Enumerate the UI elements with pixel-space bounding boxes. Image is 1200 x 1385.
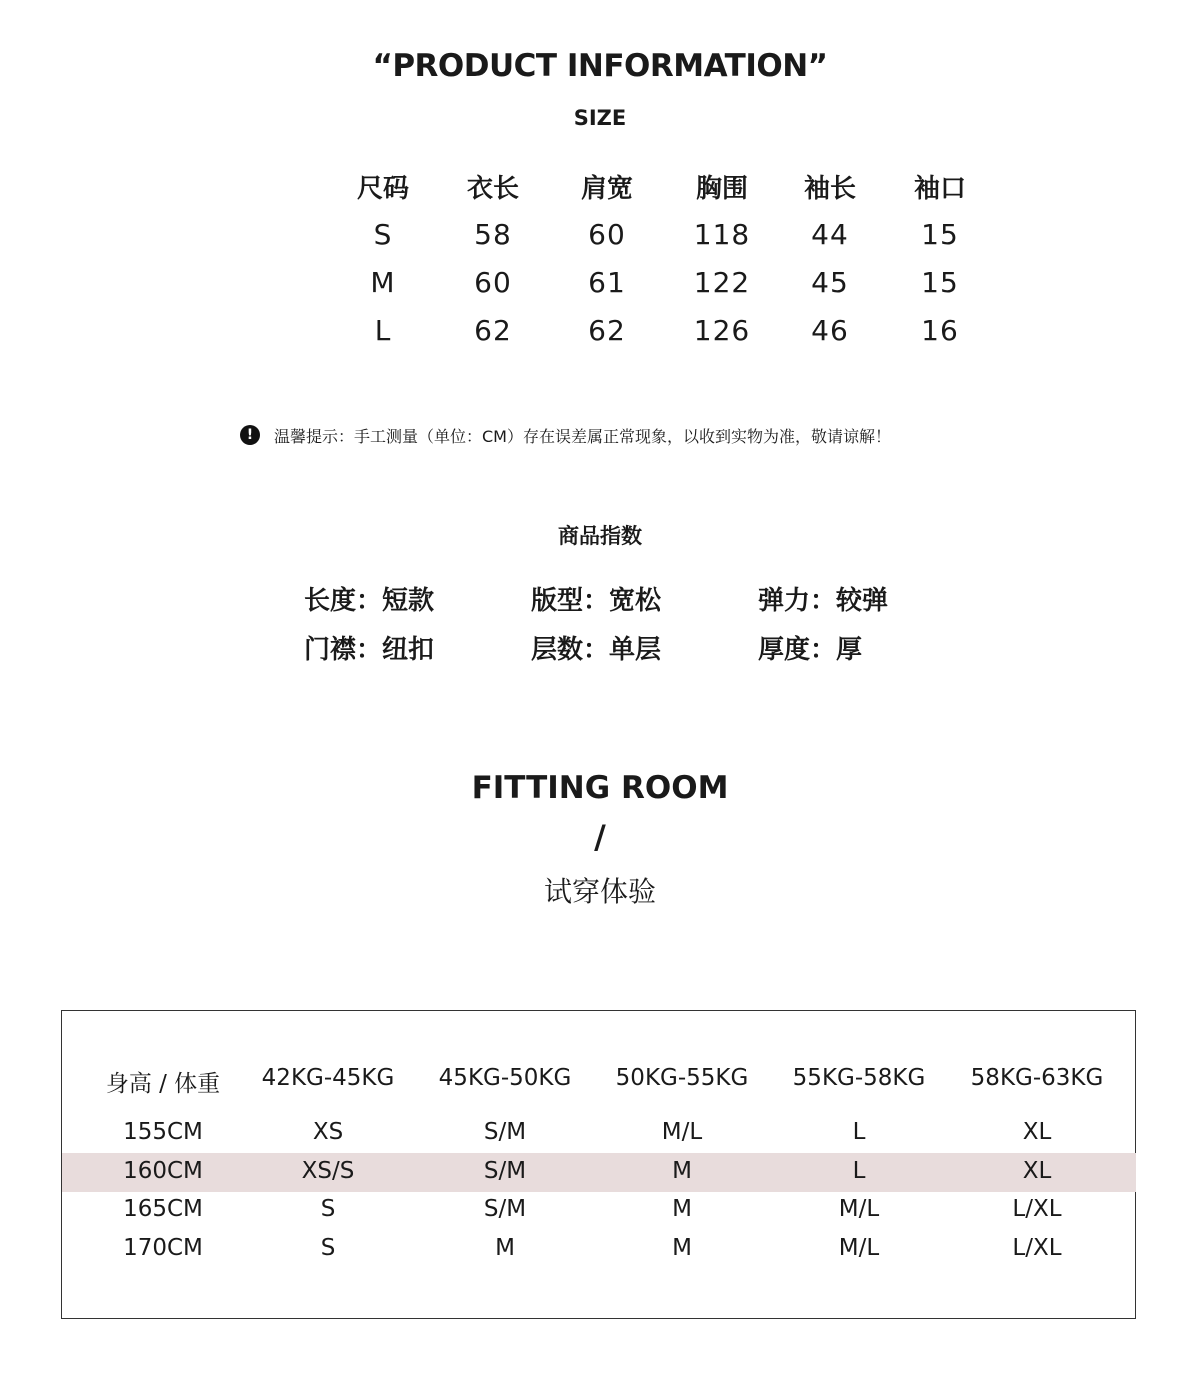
fitting-table-cell: L/XL xyxy=(1012,1196,1062,1222)
fitting-table-cell: 155CM xyxy=(123,1119,203,1145)
fitting-table-cell: L xyxy=(852,1158,866,1184)
size-chart-cell: 126 xyxy=(693,314,751,347)
fitting-table-cell: XL xyxy=(1022,1158,1052,1184)
size-chart-cell: 58 xyxy=(474,218,512,251)
fitting-table-cell: 170CM xyxy=(123,1235,203,1261)
size-chart-cell: 15 xyxy=(921,266,959,299)
fitting-room-divider: / xyxy=(594,818,606,856)
fitting-table-cell: XL xyxy=(1022,1119,1052,1145)
fitting-table-cell: M xyxy=(495,1235,515,1261)
size-chart-header: 胸围 xyxy=(695,174,748,204)
attribute-length: 长度：短款 xyxy=(304,586,435,616)
fitting-table-cell: M xyxy=(672,1158,692,1184)
size-chart-header: 袖长 xyxy=(803,174,856,204)
fitting-table-cell: L xyxy=(852,1119,866,1145)
fitting-table-cell: 165CM xyxy=(123,1196,203,1222)
fitting-table-cell: S xyxy=(320,1196,336,1222)
measurement-notice xyxy=(240,422,1000,448)
fitting-table-cell: 160CM xyxy=(123,1158,203,1184)
fitting-table-cell: S/M xyxy=(483,1196,527,1222)
fitting-table-cell: M/L xyxy=(661,1119,703,1145)
size-chart-cell: 62 xyxy=(474,314,512,347)
fitting-table-cell: S xyxy=(320,1235,336,1261)
size-section-label: SIZE xyxy=(573,106,627,130)
size-chart-header: 肩宽 xyxy=(580,174,633,204)
product-index-title: 商品指数 xyxy=(558,524,642,548)
fitting-table-header: 50KG-55KG xyxy=(615,1065,749,1091)
fitting-table-header: 58KG-63KG xyxy=(970,1065,1104,1091)
fitting-room-title: FITTING ROOM xyxy=(471,770,729,806)
attribute-fit: 版型：宽松 xyxy=(531,586,662,616)
fitting-table-cell: M/L xyxy=(838,1235,880,1261)
fitting-table-cell: S/M xyxy=(483,1119,527,1145)
attribute-layers: 层数：单层 xyxy=(531,635,662,665)
fitting-table-cell: S/M xyxy=(483,1158,527,1184)
attribute-thickness: 厚度：厚 xyxy=(758,635,863,665)
notice-text: 温馨提示：手工测量（单位：CM）存在误差属正常现象，以收到实物为准，敬请谅解！ xyxy=(274,426,891,446)
fitting-table-cell: L/XL xyxy=(1012,1235,1062,1261)
size-chart-cell: 16 xyxy=(921,314,959,347)
size-chart-cell: 62 xyxy=(588,314,626,347)
fitting-table-header: 55KG-58KG xyxy=(792,1065,926,1091)
fitting-table-header: 42KG-45KG xyxy=(261,1065,395,1091)
fitting-table-cell: M xyxy=(672,1235,692,1261)
size-chart-header: 衣长 xyxy=(466,174,519,204)
size-chart-cell: 45 xyxy=(811,266,849,299)
size-chart-cell: 44 xyxy=(811,218,849,251)
size-chart-cell: 118 xyxy=(693,218,751,251)
size-chart-cell: L xyxy=(374,314,392,347)
attribute-elasticity: 弹力：较弹 xyxy=(758,586,889,616)
size-chart-cell: 46 xyxy=(811,314,849,347)
size-chart-cell: 60 xyxy=(588,218,626,251)
size-chart-cell: 15 xyxy=(921,218,959,251)
size-chart-cell: 122 xyxy=(693,266,751,299)
fitting-table-cell: XS/S xyxy=(301,1158,355,1184)
fitting-table-cell: M/L xyxy=(838,1196,880,1222)
fitting-table-cell: M xyxy=(672,1196,692,1222)
size-chart-header: 尺码 xyxy=(356,174,409,204)
exclamation-icon: ! xyxy=(240,425,260,445)
fitting-table-cell: XS xyxy=(312,1119,344,1145)
size-chart-cell: 60 xyxy=(474,266,512,299)
fitting-room-subtitle: 试穿体验 xyxy=(543,875,656,908)
size-chart-cell: 61 xyxy=(588,266,626,299)
size-chart-cell: M xyxy=(370,266,396,299)
attribute-placket: 门襟：纽扣 xyxy=(304,635,435,665)
size-chart-cell: S xyxy=(373,218,393,251)
page-title: “PRODUCT INFORMATION” xyxy=(372,48,828,84)
size-chart-header: 袖口 xyxy=(913,174,966,204)
fitting-table-header: 身高 / 体重 xyxy=(105,1071,221,1097)
fitting-table-header: 45KG-50KG xyxy=(438,1065,572,1091)
